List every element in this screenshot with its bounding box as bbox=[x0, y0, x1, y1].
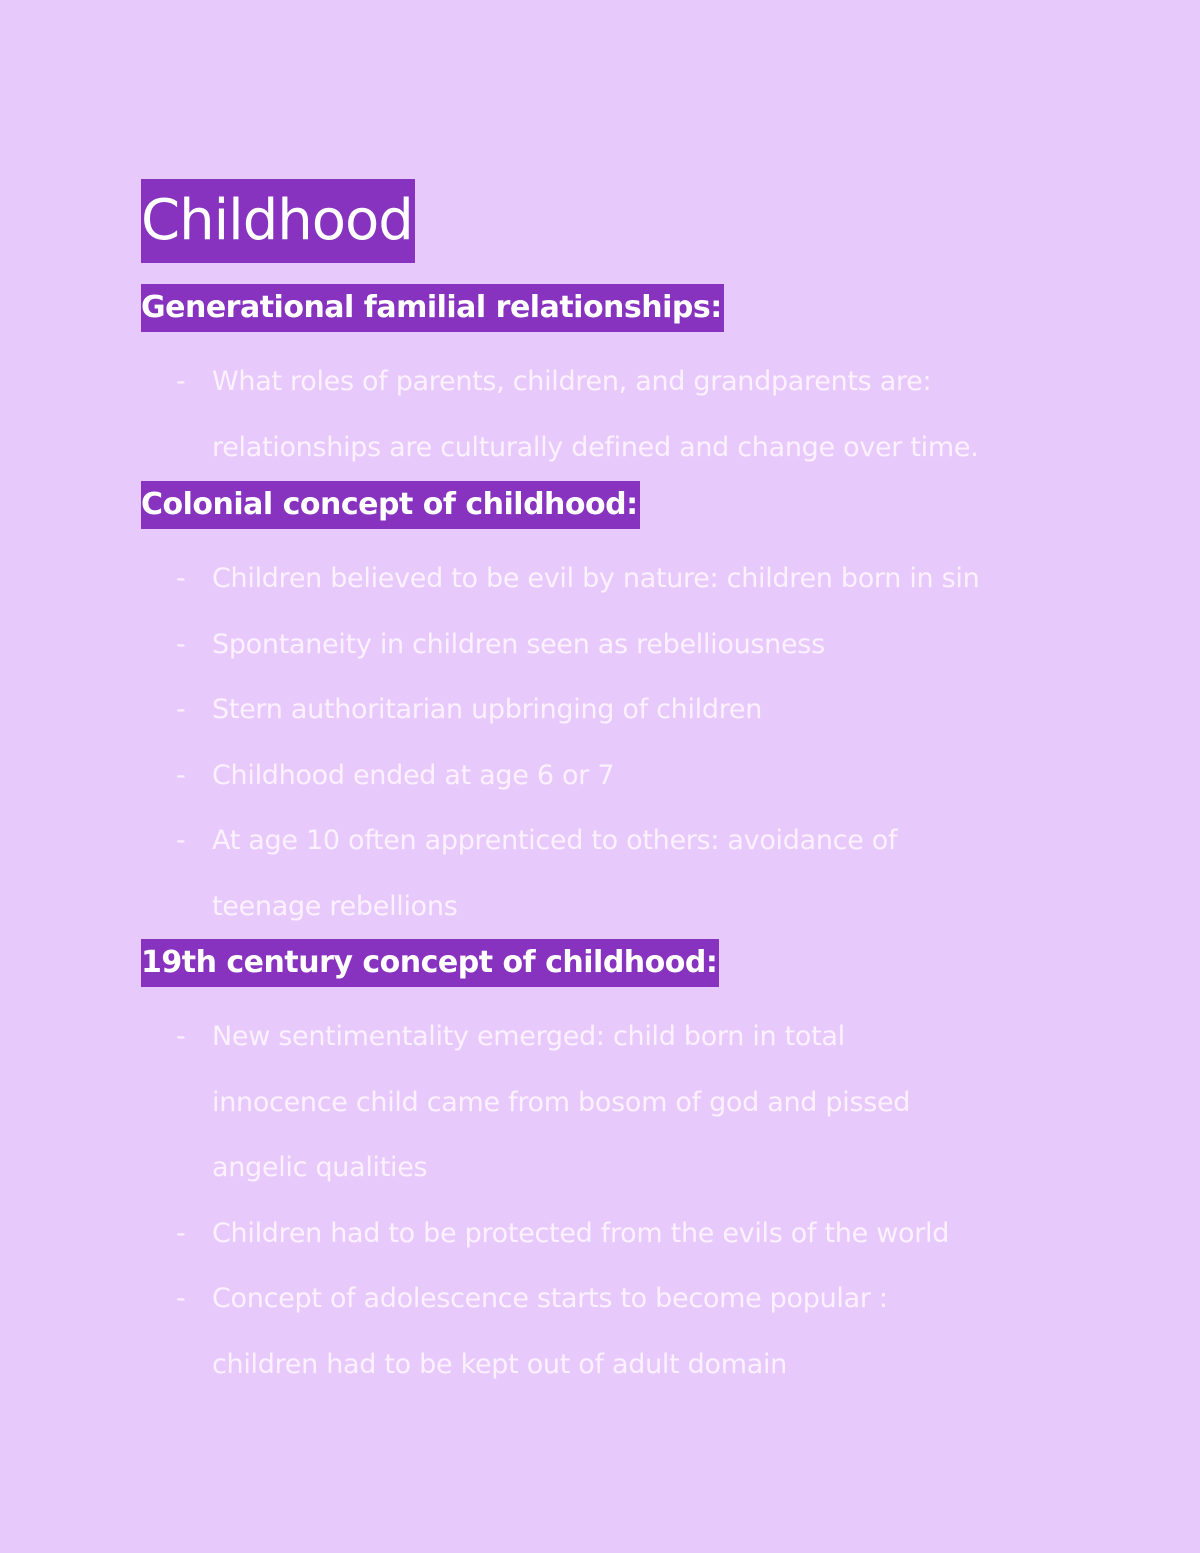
bullet-marker: - bbox=[176, 1217, 186, 1249]
bullet-list bbox=[141, 349, 1101, 480]
list-item bbox=[141, 808, 1101, 939]
section-heading bbox=[141, 284, 1101, 332]
section-heading bbox=[141, 481, 1101, 529]
section-generational bbox=[141, 284, 1101, 480]
bullet-marker: - bbox=[176, 825, 186, 856]
section-heading bbox=[141, 939, 1101, 987]
bullet-line: children had to be kept out of adult domain bbox=[212, 1348, 787, 1380]
bullet-marker: - bbox=[176, 1021, 186, 1052]
bullet-line: teenage rebellions bbox=[212, 890, 458, 922]
bullet-line: At age 10 often apprenticed to others: avoidance of bbox=[212, 825, 898, 856]
section-heading-text: 19th century concept of childhood: bbox=[141, 939, 719, 987]
list-item bbox=[141, 677, 1101, 743]
bullet-line: Children had to be protected from the evils of the world bbox=[212, 1217, 950, 1249]
bullet-line: relationships are culturally defined and change over time. bbox=[212, 431, 979, 463]
bullet-line: Spontaneity in children seen as rebelliousness bbox=[212, 628, 825, 660]
bullet-list bbox=[141, 546, 1101, 939]
list-item bbox=[141, 612, 1101, 678]
section-heading-text: Generational familial relationships: bbox=[141, 284, 724, 332]
bullet-line: What roles of parents, children, and grandparents are: bbox=[212, 366, 932, 397]
list-item bbox=[141, 546, 1101, 612]
document-title: Childhood bbox=[141, 179, 415, 263]
section-heading-text: Colonial concept of childhood: bbox=[141, 481, 640, 529]
bullet-list bbox=[141, 1004, 1101, 1397]
list-item bbox=[141, 349, 1101, 480]
bullet-marker: - bbox=[176, 366, 186, 397]
bullet-line: angelic qualities bbox=[212, 1152, 428, 1183]
bullet-line: Children believed to be evil by nature: children born in sin bbox=[212, 563, 980, 594]
bullet-marker: - bbox=[176, 563, 186, 594]
bullet-line: innocence child came from bosom of god and pissed bbox=[212, 1086, 911, 1118]
bullet-marker: - bbox=[176, 628, 186, 660]
list-item bbox=[141, 743, 1101, 809]
bullet-line: Concept of adolescence starts to become popular : bbox=[212, 1283, 888, 1314]
bullet-marker: - bbox=[176, 1283, 186, 1314]
list-item bbox=[141, 1266, 1101, 1397]
document-page bbox=[141, 179, 1101, 1397]
bullet-line: New sentimentality emerged: child born in total bbox=[212, 1021, 845, 1052]
section-19th-century bbox=[141, 939, 1101, 1397]
section-colonial bbox=[141, 481, 1101, 939]
bullet-line: Stern authoritarian upbringing of children bbox=[212, 694, 763, 725]
bullet-line: Childhood ended at age 6 or 7 bbox=[212, 759, 615, 791]
list-item bbox=[141, 1004, 1101, 1201]
bullet-marker: - bbox=[176, 694, 186, 725]
list-item bbox=[141, 1201, 1101, 1267]
bullet-marker: - bbox=[176, 759, 186, 791]
